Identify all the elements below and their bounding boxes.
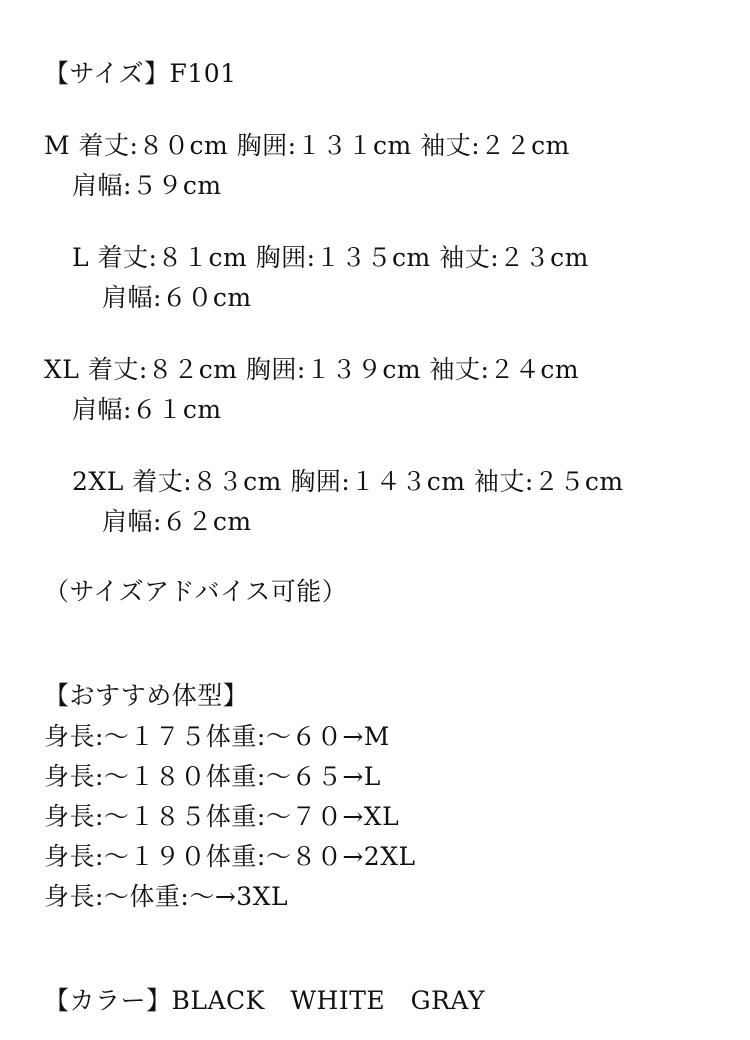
size-l-measurements: L 着丈:８１cm 胸囲:１３５cm 袖丈:２３cm [72, 243, 589, 272]
size-m-measurements: M 着丈:８０cm 胸囲:１３１cm 袖丈:２２cm [44, 131, 570, 160]
size-advice-note: （サイズアドバイス可能） [44, 577, 348, 606]
size-xl-shoulder: 肩幅:６１cm [72, 395, 222, 424]
size-xl-measurements: XL 着丈:８２cm 胸囲:１３９cm 袖丈:２４cm [44, 355, 580, 384]
recommended-row-xl: 身長:～１８５体重:～７０→XL [44, 802, 400, 831]
recommended-row-m: 身長:～１７５体重:～６０→M [44, 722, 390, 751]
size-2xl-shoulder: 肩幅:６２cm [102, 507, 252, 536]
recommended-row-l: 身長:～１８０体重:～６５→L [44, 762, 381, 791]
size-m-shoulder: 肩幅:５９cm [72, 171, 222, 200]
size-header: 【サイズ】F101 [44, 59, 237, 88]
color-line: 【カラー】BLACK WHITE GRAY [44, 986, 485, 1015]
recommended-row-3xl: 身長:～体重:～→3XL [44, 882, 289, 911]
recommended-header: 【おすすめ体型】 [44, 681, 249, 710]
size-l-shoulder: 肩幅:６０cm [102, 283, 252, 312]
recommended-row-2xl: 身長:～１９０体重:～８０→2XL [44, 842, 416, 871]
size-2xl-measurements: 2XL 着丈:８３cm 胸囲:１４３cm 袖丈:２５cm [72, 467, 624, 496]
